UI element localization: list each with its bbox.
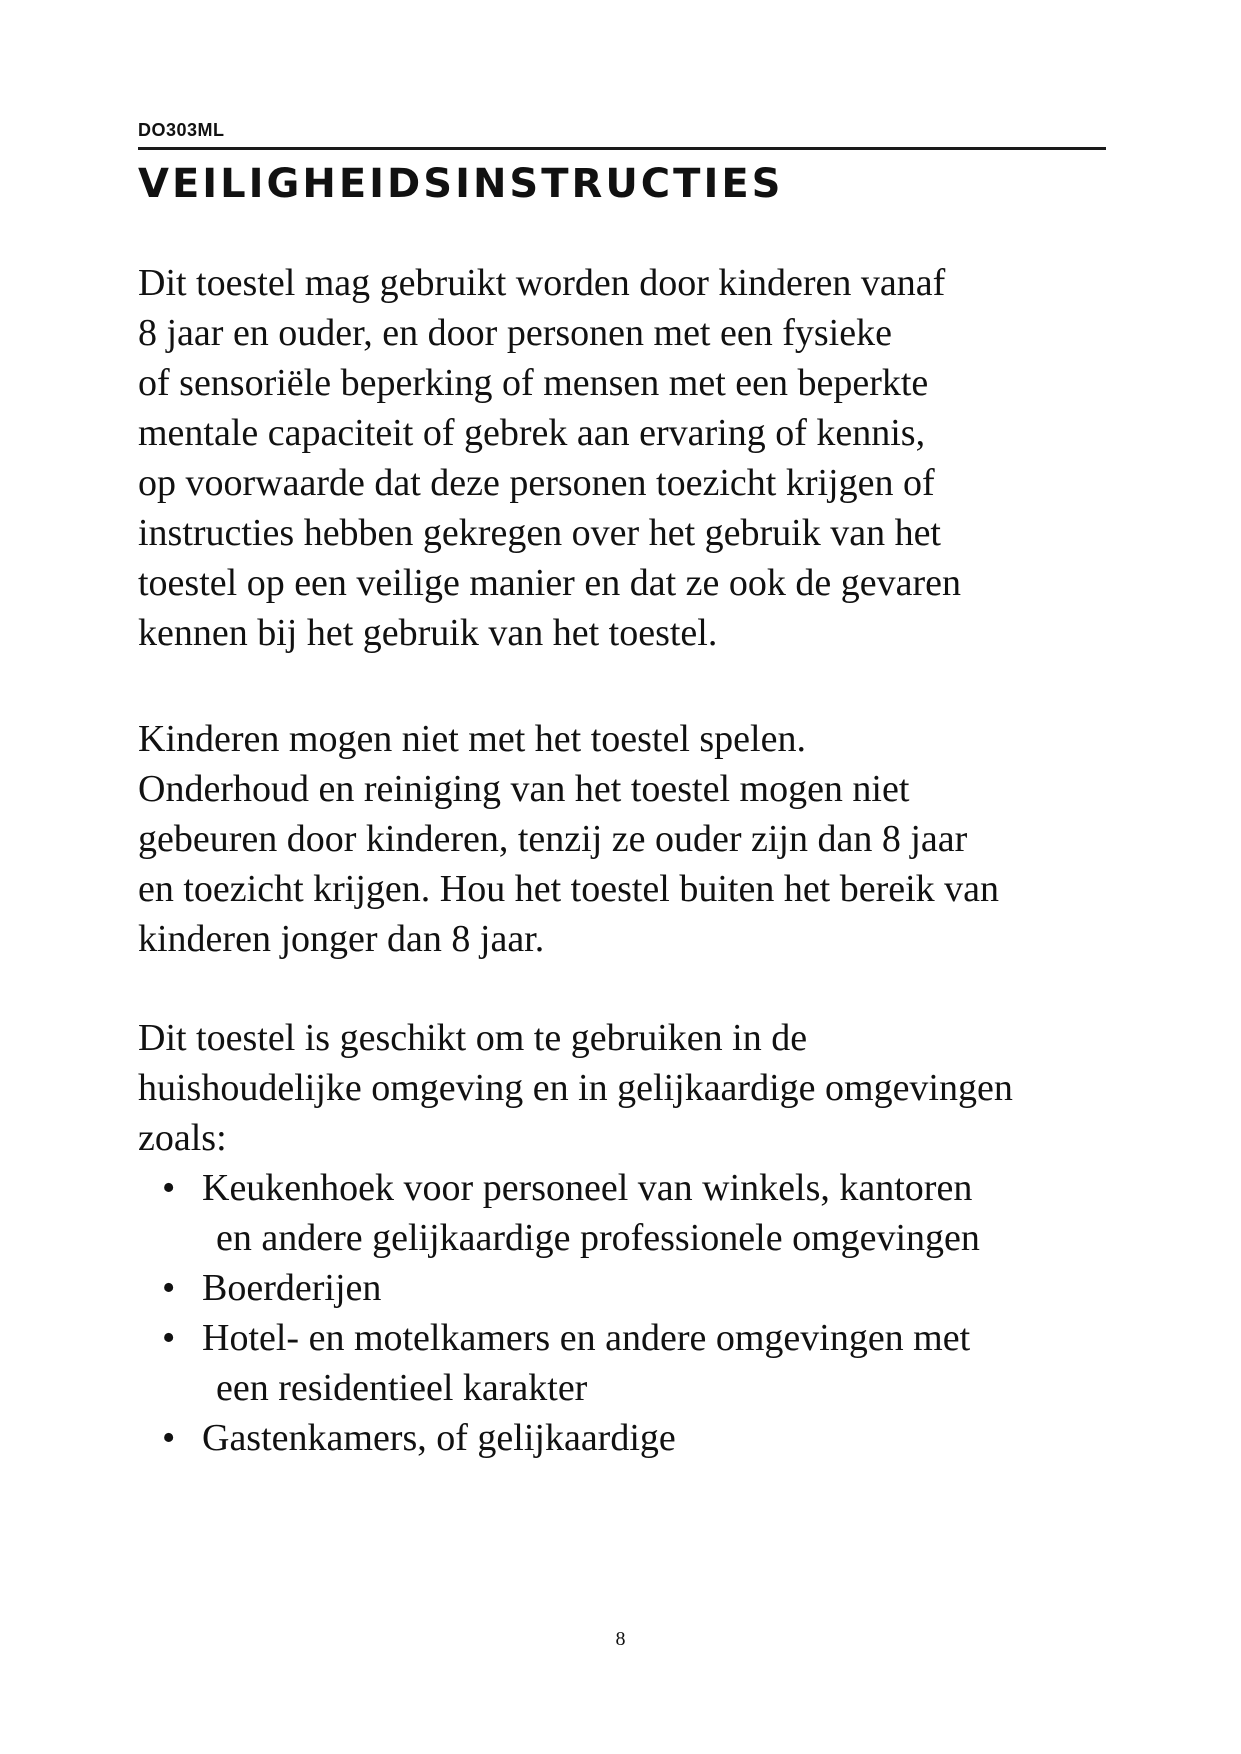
list-item-line: Hotel- en motelkamers en andere omgevingen met bbox=[202, 1317, 971, 1359]
bullet-marker: • bbox=[162, 1267, 176, 1309]
paragraph-line: instructies hebben gekregen over het gebruik van het bbox=[138, 512, 941, 554]
paragraph-line: 8 jaar en ouder, en door personen met een fysieke bbox=[138, 312, 892, 354]
paragraph-line: kinderen jonger dan 8 jaar. bbox=[138, 918, 545, 960]
paragraph-line: of sensoriële beperking of mensen met een beperkte bbox=[138, 362, 929, 404]
paragraph-line: toestel op een veilige manier en dat ze ook de gevaren bbox=[138, 562, 961, 604]
paragraph-line: Onderhoud en reiniging van het toestel mogen niet bbox=[138, 768, 910, 810]
paragraph-line: gebeuren door kinderen, tenzij ze ouder zijn dan 8 jaar bbox=[138, 818, 968, 860]
bullet-marker: • bbox=[162, 1317, 176, 1359]
list-item bbox=[162, 1413, 980, 1463]
list-item-line: Boerderijen bbox=[202, 1267, 382, 1309]
paragraph-age-requirements bbox=[138, 258, 1118, 658]
list-item-line: een residentieel karakter bbox=[216, 1367, 588, 1409]
paragraph-line: kennen bij het gebruik van het toestel. bbox=[138, 612, 718, 654]
header-divider bbox=[138, 147, 1106, 150]
paragraph-line: Dit toestel mag gebruikt worden door kinderen vanaf bbox=[138, 262, 946, 304]
page-number: 8 bbox=[615, 1628, 626, 1650]
paragraph-children bbox=[138, 714, 1118, 964]
model-code: DO303ML bbox=[138, 120, 225, 140]
paragraph-line: op voorwaarde dat deze personen toezicht krijgen of bbox=[138, 462, 935, 504]
paragraph-usage-environment bbox=[138, 1013, 1118, 1163]
paragraph-line: Dit toestel is geschikt om te gebruiken in de bbox=[138, 1017, 808, 1059]
list-item bbox=[162, 1263, 980, 1313]
list-item-line: Keukenhoek voor personeel van winkels, kantoren bbox=[202, 1167, 973, 1209]
paragraph-line: en toezicht krijgen. Hou het toestel buiten het bereik van bbox=[138, 868, 1000, 910]
list-item bbox=[162, 1163, 980, 1263]
paragraph-line: Kinderen mogen niet met het toestel spelen. bbox=[138, 718, 806, 760]
list-item-line: en andere gelijkaardige professionele omgevingen bbox=[216, 1217, 980, 1259]
paragraph-line: huishoudelijke omgeving en in gelijkaardige omgevingen bbox=[138, 1067, 1013, 1109]
page-title: VEILIGHEIDSINSTRUCTIES bbox=[138, 161, 784, 207]
list-item-line: Gastenkamers, of gelijkaardige bbox=[202, 1417, 676, 1459]
environment-list bbox=[162, 1163, 980, 1463]
bullet-marker: • bbox=[162, 1167, 176, 1209]
bullet-marker: • bbox=[162, 1417, 176, 1459]
list-item bbox=[162, 1313, 980, 1413]
paragraph-line: zoals: bbox=[138, 1117, 227, 1159]
paragraph-line: mentale capaciteit of gebrek aan ervaring of kennis, bbox=[138, 412, 926, 454]
